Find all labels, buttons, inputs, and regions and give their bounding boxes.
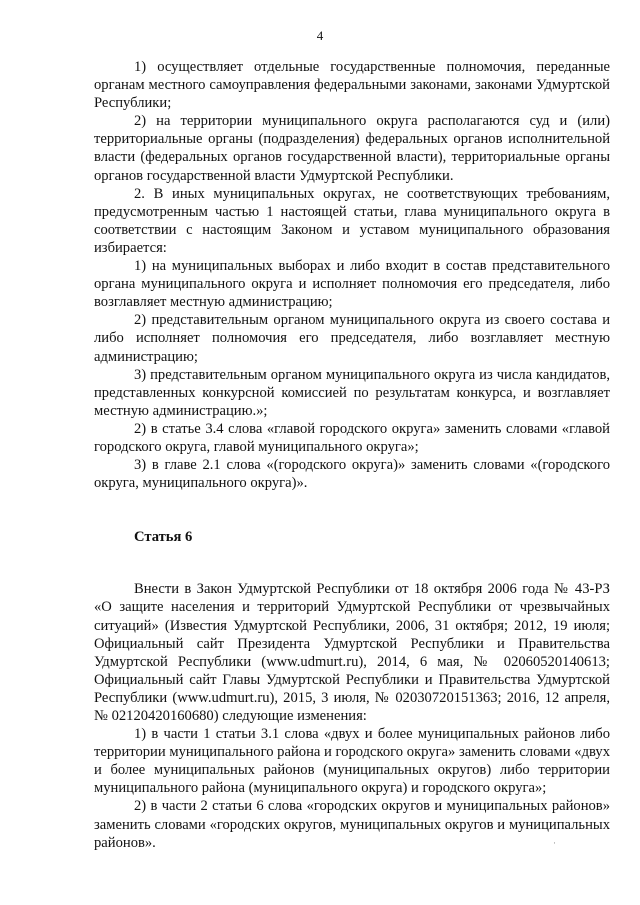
paragraph: 1) осуществляет отдельные государственные полномочия, переданные органам местного самоуправления федеральными законами, законами Удмуртской Республики; <box>94 59 610 112</box>
margin-mark: · <box>553 838 556 848</box>
paragraph: 3) в главе 2.1 слова «(городского округа)» заменить словами «(городского округа, муниципального округа)». <box>94 457 610 492</box>
paragraph: 2) в статье 3.4 слова «главой городского округа» заменить словами «главой городского округа, главой муниципального округа»; <box>94 420 610 455</box>
paragraph: Внести в Закон Удмуртской Республики от 18 октября 2006 года № 43-РЗ «О защите населения и территорий Удмуртской Республики от чрезвычайных ситуаций» (Известия Удмуртской Республики, 2006, 31 октября; 2012, 19 июля; Официальный сайт Президента Удмуртской Республики и Правительства Удмуртской Республики (www.udmurt.ru), 2014, 6 мая, № 02060520140613; Официальный сайт Главы Удмуртской Республики и Правительства Удмуртской Республики (www.udmurt.ru), 2015, 3 июля, № 02030720151363; 2016, 12 апреля, № 02120420160680) следующие изменения: <box>94 581 610 724</box>
paragraph: 1) в части 1 статьи 3.1 слова «двух и более муниципальных районов либо территории муниципального района и городского округа» заменить словами «двух и более муниципальных районов (муниципальных округов) либо территории муниципального района (муниципального округа) и городского округа»; <box>94 726 610 797</box>
paragraph: 2) на территории муниципального округа располагаются суд и (или) территориальные органы (подразделения) федеральных органов исполнительной власти (федеральных органов государственной власти), территориальные органы органов государственной власти Удмуртской Республики. <box>94 113 610 184</box>
paragraph: 2) в части 2 статьи 6 слова «городских округов и муниципальных районов» заменить словами «городских округов, муниципальных округов и муниципальных районов». <box>94 798 610 851</box>
article-heading: Статья 6 <box>134 529 193 546</box>
document-body <box>94 58 610 852</box>
paragraph: 2) представительным органом муниципального округа из своего состава и либо исполняет полномочия его председателя, либо возглавляет местную администрацию; <box>94 312 610 365</box>
paragraph: 1) на муниципальных выборах и либо входит в состав представительного органа муниципального округа и исполняет полномочия его председателя, либо возглавляет местную администрацию; <box>94 258 610 311</box>
paragraph: 3) представительным органом муниципального округа из числа кандидатов, представленных конкурсной комиссией по результатам конкурса, и возглавляет местную администрацию.»; <box>94 366 610 419</box>
page-number: 4 <box>316 28 324 43</box>
paragraph: 2. В иных муниципальных округах, не соответствующих требованиям, предусмотренным частью 1 настоящей статьи, глава муниципального округа в соответствии с настоящим Законом и уставом муниципального образования избирается: <box>94 185 610 256</box>
